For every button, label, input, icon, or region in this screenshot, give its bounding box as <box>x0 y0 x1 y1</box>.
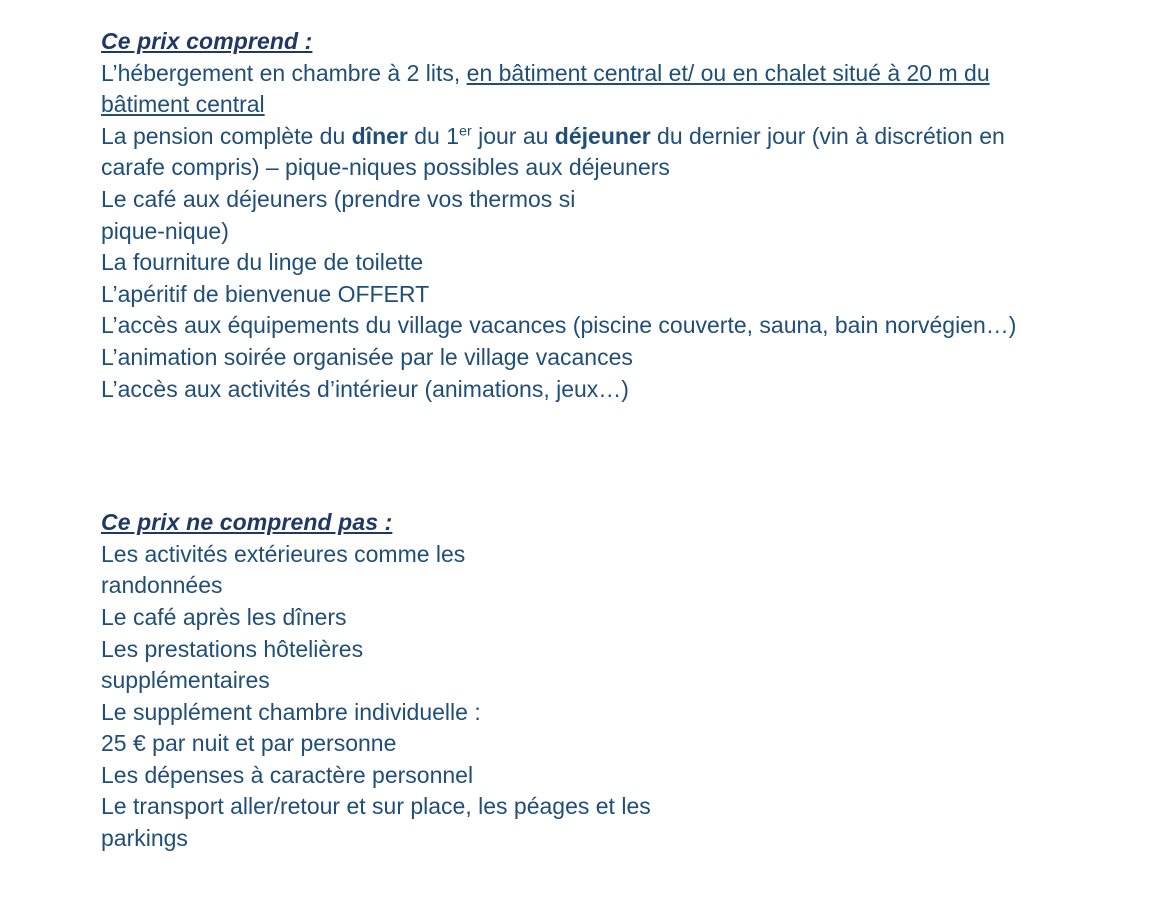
included-line-2-bold-diner: dîner <box>351 122 408 149</box>
included-line-1 <box>101 58 1061 121</box>
section-heading-excluded: Ce prix ne comprend pas : <box>101 509 393 536</box>
section-excluded <box>101 507 1117 855</box>
included-line-2-superscript-er: er <box>459 123 472 140</box>
excluded-line-4: Les prestations hôtelières <box>101 635 364 662</box>
included-line-1-underlined: en bâtiment central et/ ou en chalet situé à 20 m du bâtiment central <box>101 59 990 118</box>
included-line-3: Le café aux déjeuners (prendre vos thermos si <box>101 185 576 212</box>
excluded-line-1: Les activités extérieures comme les <box>101 540 466 567</box>
included-line-2-part2: du 1 <box>407 122 460 149</box>
included-line-5: La fourniture du linge de toilette <box>101 249 424 276</box>
excluded-line-8: Les dépenses à caractère personnel <box>101 761 474 788</box>
excluded-line-5: supplémentaires <box>101 667 270 694</box>
excluded-line-6: Le supplément chambre individuelle : <box>101 698 481 725</box>
excluded-line-2: randonnées <box>101 572 223 599</box>
included-line-9: L’accès aux activités d’intérieur (animations, jeux…) <box>101 375 629 402</box>
included-line-2-part1: La pension complète du <box>101 122 352 149</box>
section-spacer <box>101 405 1117 507</box>
included-line-2-part4: du dernier jour (vin à discrétion en carafe compris) – pique-niques possibles aux déjeuners <box>101 122 1005 181</box>
section-heading-included: Ce prix comprend : <box>101 28 313 54</box>
included-line-6: L’apéritif de bienvenue OFFERT <box>101 280 430 307</box>
section-included <box>101 26 1117 405</box>
excluded-line-9: Le transport aller/retour et sur place, les péages et les <box>101 793 651 820</box>
excluded-line-10: parkings <box>101 825 188 852</box>
excluded-line-3: Le café après les dîners <box>101 603 347 630</box>
included-line-4: pique-nique) <box>101 217 229 244</box>
included-line-8: L’animation soirée organisée par le village vacances <box>101 343 633 370</box>
excluded-line-7: 25 € par nuit et par personne <box>101 730 397 757</box>
included-line-7: L’accès aux équipements du village vacances (piscine couverte, sauna, bain norvégien…) <box>101 312 1017 339</box>
included-line-2-bold-dejeuner: déjeuner <box>554 122 651 149</box>
included-line-2 <box>101 121 1061 184</box>
included-line-2-part3: jour au <box>471 122 555 149</box>
included-line-1-plain: L’hébergement en chambre à 2 lits, <box>101 59 467 86</box>
